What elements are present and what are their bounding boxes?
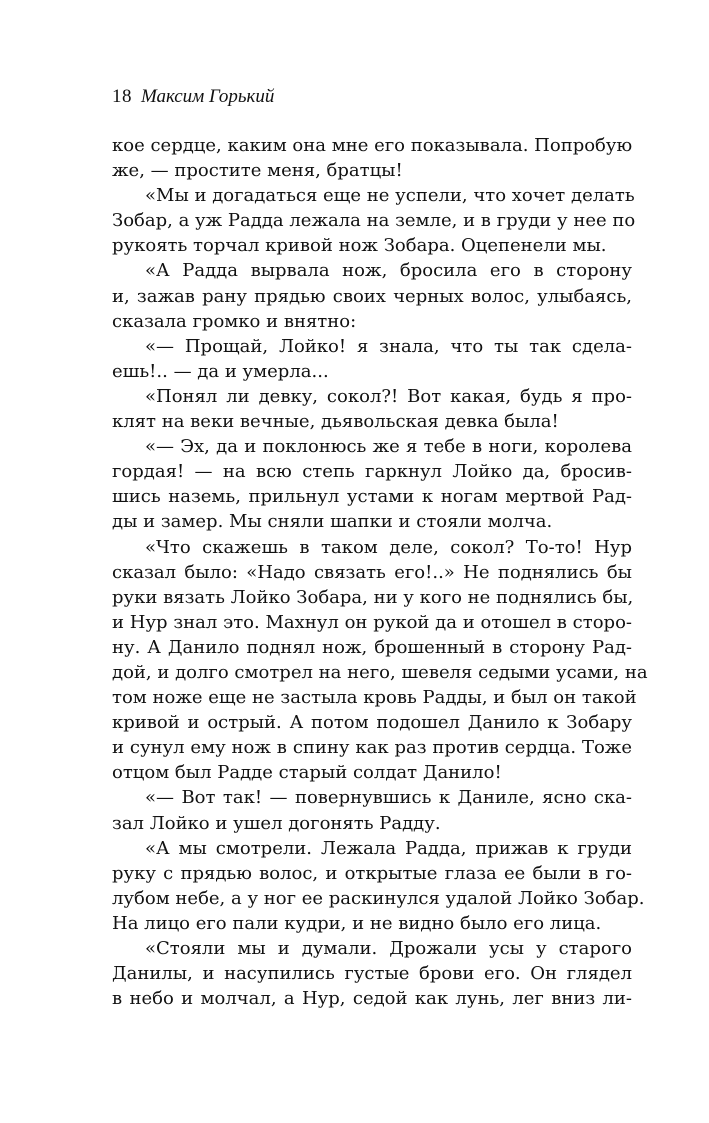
text-line: кривой и острый. А потом подошел Данило к Зобару [112,712,632,734]
text-line: шись наземь, прильнул устами к ногам мертвой Рад- [112,486,632,508]
text-line: и Нур знал это. Махнул он рукой да и отошел в сторо- [112,611,632,633]
text-line: отцом был Радде старый солдат Данило! [112,762,502,784]
text-line: кое сердце, каким она мне его показывала. Попробую [112,135,633,156]
text-line: ды и замер. Мы сняли шапки и стояли молча. [112,511,553,533]
body-text [112,133,648,1011]
text-line: том ноже еще не застыла кровь Радды, и был он такой [112,687,637,709]
text-line: руку с прядью волос, и открытые глаза ее были в го- [112,862,632,884]
text-line: Зобар, а уж Радда лежала на земле, и в груди у нее по [112,210,636,232]
text-line: ешь!.. — да и умерла... [112,360,329,382]
text-line: руки вязать Лойко Зобара, ни у кого не поднялись бы, [112,586,634,608]
text-line: ну. А Данило поднял нож, брошенный в сторону Рад- [112,636,632,658]
text-line: сказала громко и внятно: [112,310,357,332]
text-line: «— Эх, да и поклонюсь же я тебе в ноги, королева [145,436,632,458]
text-line: лубом небе, а у ног ее раскинулся удалой Лойко Зобар. [112,887,645,909]
text-line: клят на веки вечные, дьявольская девка была! [112,411,559,433]
text-line: рукоять торчал кривой нож Зобара. Оцепенели мы. [112,235,607,257]
text-line: На лицо его пали кудри, и не видно было его лица. [112,912,602,934]
text-line: «— Вот так! — повернувшись к Даниле, ясно ска- [145,787,632,809]
text-line: сказал было: «Надо связать его!..» Не поднялись бы [112,561,632,583]
text-line: «Что скажешь в таком деле, сокол? То-то! Нур [145,536,632,558]
text-line: зал Лойко и ушел догонять Радду. [112,812,441,834]
text-line: гордая! — на всю степь гаркнул Лойко да, бросив- [112,461,632,483]
text-line: «А Радда вырвала нож, бросила его в сторону [145,260,632,282]
text-line: и сунул ему нож в спину как раз против сердца. Тоже [112,737,632,759]
running-head [112,84,274,109]
text-line: и, зажав рану прядью своих черных волос, улыбаясь, [112,285,632,307]
text-line: «А мы смотрели. Лежала Радда, прижав к груди [145,837,632,859]
text-line: же, — простите меня, братцы! [112,160,403,182]
text-line: «Понял ли девку, сокол?! Вот какая, будь я про- [145,385,632,407]
text-line: Данилы, и насупились густые брови его. Он глядел [112,963,632,985]
text-line: в небо и молчал, а Нур, седой как лунь, лег вниз ли- [112,988,632,1010]
page-number: 18 [112,86,132,107]
text-line: дой, и долго смотрел на него, шевеля седыми усами, на [112,661,648,683]
text-line: «Стояли мы и думали. Дрожали усы у старого [145,938,632,959]
text-line: «— Прощай, Лойко! я знала, что ты так сдела- [145,335,632,357]
author-name: Максим Горький [141,86,275,107]
text-line: «Мы и догадаться еще не успели, что хочет делать [145,185,635,207]
